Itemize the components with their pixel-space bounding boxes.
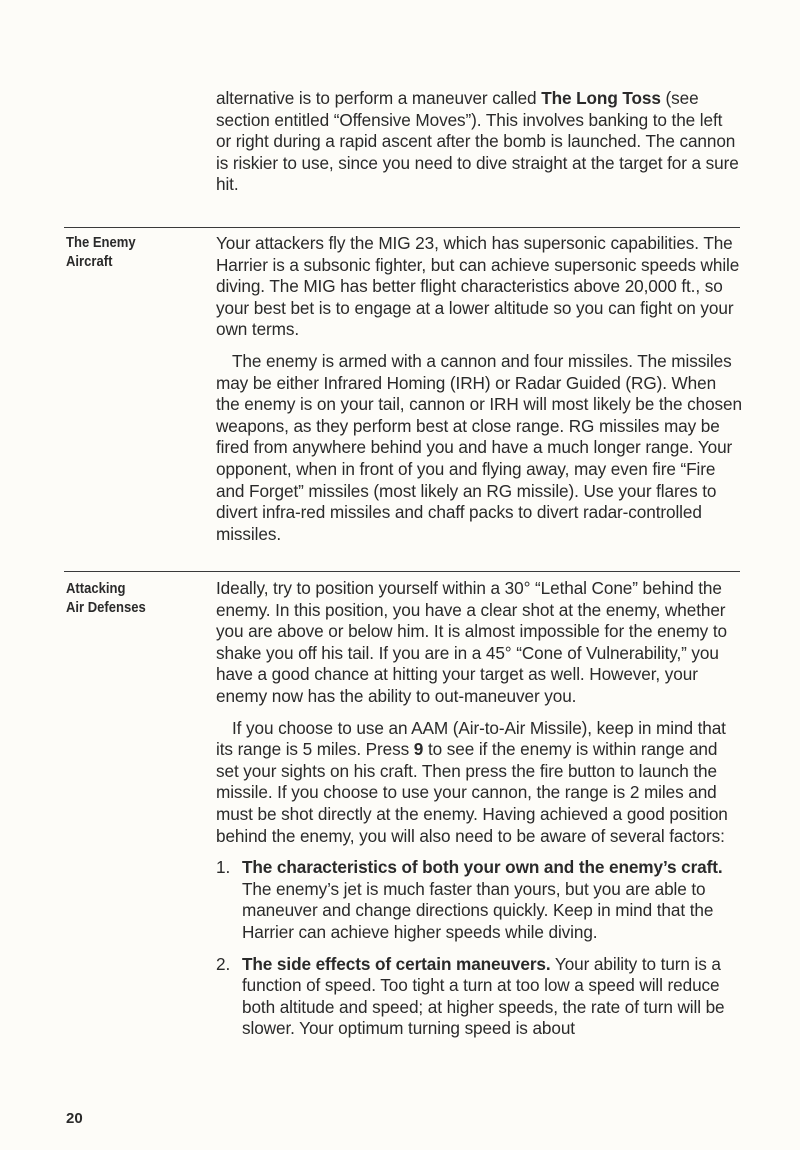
list-item-number: 2. xyxy=(216,953,231,974)
air-defenses-section xyxy=(216,578,742,1040)
section-heading-air-defenses xyxy=(66,580,183,618)
intro-text-pre: alternative is to perform a maneuver called xyxy=(216,88,542,108)
intro-section xyxy=(216,88,742,196)
list-item-text: Your ability to turn is a function of speed. Too tight a turn at too low a speed will reduce both altitude and speed; at higher speeds, the rate of turn will be slower. Your optimum turning speed is about xyxy=(242,953,725,1039)
body-paragraph: Your attackers fly the MIG 23, which has supersonic capabilities. The Harrier is a subsonic fighter, but can achieve supersonic speeds while diving. The MIG has better flight characteristics above 20,000 ft., so your best bet is to engage at a lower altitude so you can fight on your own terms. xyxy=(216,233,740,340)
heading-line: Aircraft xyxy=(66,254,113,270)
heading-line: Air Defenses xyxy=(66,600,146,616)
factor-list xyxy=(216,857,742,1040)
list-item-text: The enemy’s jet is much faster than yours, but you are able to maneuver and change directions quickly. Keep in mind that the Harrier can achieve higher speeds while diving. xyxy=(242,878,714,942)
paragraph-text: If you choose to use an AAM (Air-to-Air Missile), keep in mind that its range is 5 miles. Press xyxy=(216,717,726,760)
list-item-title: The side effects of certain maneuvers. xyxy=(242,953,551,974)
intro-paragraph xyxy=(216,88,742,196)
list-item-title: The characteristics of both your own and the enemy’s craft. xyxy=(242,857,723,878)
intro-text-post: (see section entitled “Offensive Moves”). This involves banking to the left or right during a rapid ascent after the bomb is launched. The cannon is riskier to use, since you need to dive straight at the target for a sure hit. xyxy=(216,88,739,195)
paragraph-text: to see if the enemy is within range and set your sights on his craft. Then press the fire button to launch the missile. If you choose to use your cannon, the range is 2 miles and must be shot directly at the enemy. Having achieved a good position behind the enemy, you will also need to be aware of several factors: xyxy=(216,739,728,846)
list-item xyxy=(216,857,742,943)
key-label: 9 xyxy=(413,739,424,760)
enemy-aircraft-section xyxy=(216,233,742,545)
heading-line: Attacking xyxy=(66,581,126,597)
page-number: 20 xyxy=(66,1110,83,1127)
body-paragraph xyxy=(216,718,742,848)
section-divider xyxy=(64,227,740,228)
body-paragraph: The enemy is armed with a cannon and four missiles. The missiles may be either Infrared Homing (IRH) or Radar Guided (RG). When the enemy is on your tail, cannon or IRH will most likely be the chosen weapons, as they perform best at close range. RG missiles may be fired from anywhere behind you and have a much longer range. Your opponent, when in front of you and flying away, may even fire “Fire and Forget” missiles (most likely an RG missile). Use your flares to divert infra-red missiles and chaff packs to divert radar-controlled missiles. xyxy=(216,350,742,544)
body-paragraph: Ideally, try to position yourself within a 30° “Lethal Cone” behind the enemy. In this position, you have a clear shot at the enemy, whether you are above or below him. It is almost impossible for the enemy to shake you off his tail. If you are in a 45° “Cone of Vulnerability,” you have a good chance at hitting your target as well. However, your enemy now has the ability to out-maneuver you. xyxy=(216,578,727,706)
section-divider xyxy=(64,571,740,572)
heading-line: The Enemy xyxy=(66,235,136,251)
list-item xyxy=(216,954,742,1040)
list-item-number: 1. xyxy=(216,857,231,878)
intro-term: The Long Toss xyxy=(541,88,661,108)
section-heading-enemy-aircraft xyxy=(66,234,183,272)
